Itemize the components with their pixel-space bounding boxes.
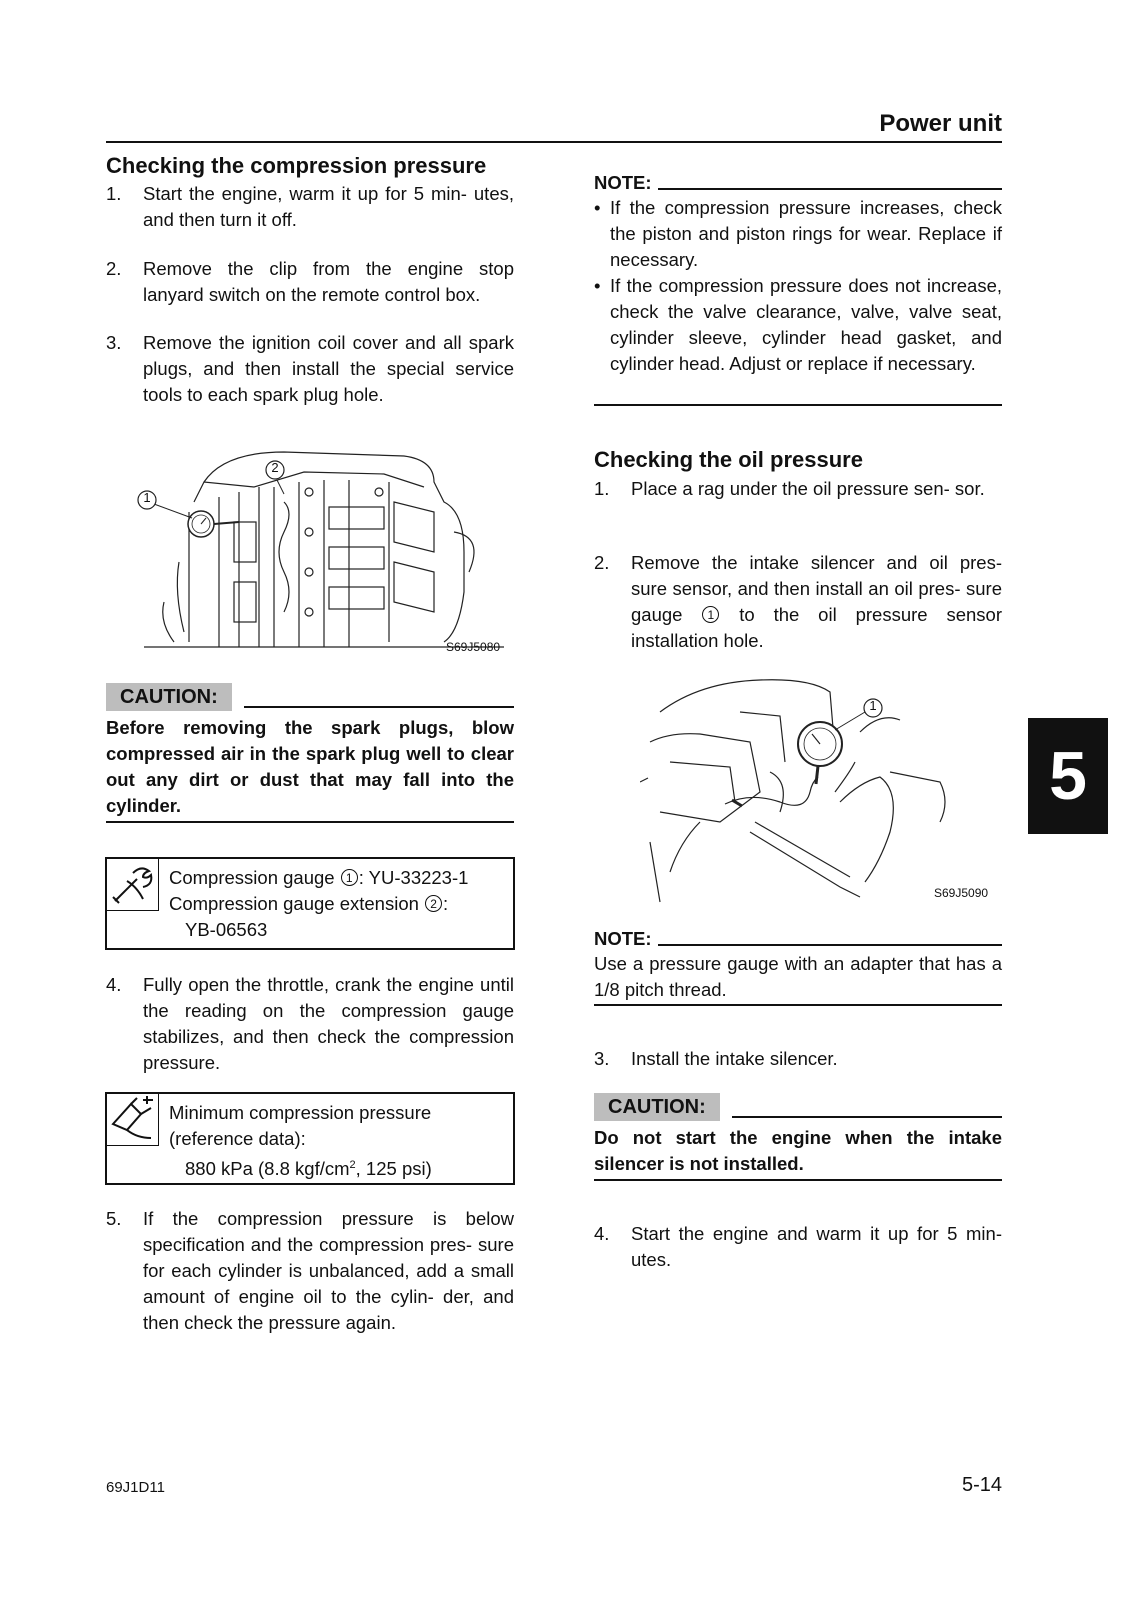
caution-label: CAUTION: [594,1093,720,1121]
superscript: 2 [349,1159,356,1171]
callout-1: 1 [869,698,877,713]
list-item [106,330,514,408]
note-heading [594,172,1002,194]
spec-line-2: (reference data): [169,1128,306,1149]
tool-line-2 [169,891,448,917]
special-tool-box [105,857,515,950]
caution-heading [106,683,514,711]
footer-doc-code: 69J1D11 [106,1479,165,1496]
spec-value-text: , 125 psi) [355,1158,432,1180]
list-item [594,195,1002,273]
engine-illustration [134,442,514,660]
step-text: If the compression pressure is below specification and the compression pres- sure for each cylinder is unbalanced, add a small amount of engine oil to the cylin- der, and then check the pressure again. [143,1208,514,1333]
step-number: 2. [106,258,122,279]
step-text [631,550,1002,654]
callout-1: 1 [143,490,151,505]
compression-gauge [188,511,239,537]
caution-heading [594,1093,1002,1121]
tool-name: Compression gauge extension [169,893,425,914]
figure-code: S69J5090 [934,886,989,900]
step-number: 3. [106,332,122,353]
note-bottom-rule [594,404,1002,406]
callout-2: 2 [271,460,279,475]
list-item [106,972,514,1076]
footer-page-number: 5-14 [961,1474,1002,1496]
bullet-text: If the compression pressure increases, check the piston and piston rings for wear. Replace if necessary. [610,197,1002,270]
caution-text: Do not start the engine when the intake silencer is not installed. [594,1127,1002,1174]
header-rule [106,141,1002,143]
step-text: Remove the clip from the engine stop lanyard switch on the remote control box. [143,258,514,305]
colon: : [443,893,449,914]
tool-name: Compression gauge [169,867,340,888]
note-bottom-rule [594,1004,1002,1006]
note-label: NOTE: [594,172,652,193]
oil-pressure-gauge [732,722,842,806]
spec-box [105,1092,515,1185]
list-item [594,1046,1002,1072]
section-title-compression: Checking the compression pressure [106,153,487,178]
step-number: 3. [594,1048,610,1069]
tool-line-1 [169,865,468,891]
spec-value-text: 880 kPa (8.8 kgf/cm [185,1158,350,1180]
step-number: 4. [106,974,122,995]
list-item [594,1221,1002,1273]
note-text: Use a pressure gauge with an adapter that has a 1/8 pitch thread. [594,953,1002,1000]
step-number: 1. [106,183,122,204]
list-item [106,1206,514,1336]
caution-label: CAUTION: [106,683,232,711]
step-text: Start the engine and warm it up for 5 min- utes. [631,1223,1002,1270]
spec-line-1: Minimum compression pressure [169,1102,432,1123]
note-rule [658,944,1002,946]
step-number: 4. [594,1223,610,1244]
list-item [106,181,514,233]
step-text: Install the intake silencer. [631,1048,838,1069]
note-rule [658,188,1002,190]
engine-drawing [134,442,514,660]
chapter-tab: 5 [1028,718,1108,834]
step-number: 2. [594,552,610,573]
figure-code: S69J5080 [446,640,501,654]
callout-1: 1 [702,606,719,623]
oil-gauge-drawing [640,672,1000,904]
list-item [594,273,1002,377]
step-number: 5. [106,1208,122,1229]
note-label: NOTE: [594,928,652,949]
tool-line-3: YB-06563 [185,919,268,940]
step-text-part: to the oil pressure sensor installation hole. [631,604,1002,651]
step-text-part: Remove the intake silencer and oil pres- sure sensor, and then install an oil pres- sure gauge [631,552,1002,625]
step-text: Fully open the throttle, crank the engine until the reading on the compression gauge stabilizes, and then check the compression pressure. [143,974,514,1073]
caution-bottom-rule [594,1179,1002,1181]
oil-pressure-illustration [640,672,1000,904]
note-heading [594,928,1002,950]
bullet-glyph: • [594,275,601,296]
section-title-oil-pressure: Checking the oil pressure [594,447,863,472]
bullet-text: If the compression pressure does not increase, check the valve clearance, valve, valve seat, cylinder sleeve, cylinder head gasket, and cylinder head. Adjust or replace if necessary. [610,275,1002,374]
spec-value [185,1152,432,1182]
special-tool-icon [107,859,157,909]
list-item [106,256,514,308]
header-title: Power unit [879,110,1002,137]
caution-bottom-rule [106,821,514,823]
caution-rule [732,1116,1002,1118]
tool-icon-cell [107,859,159,911]
tool-part-number: : YU-33223-1 [358,867,469,888]
step-text: Remove the ignition coil cover and all spark plugs, and then install the special service tools to each spark plug hole. [143,332,514,405]
step-text: Start the engine, warm it up for 5 min- utes, and then turn it off. [143,183,514,230]
callout-1: 1 [341,869,358,886]
caution-rule [244,706,514,708]
spec-icon-cell [107,1094,159,1146]
list-item [594,550,1002,654]
measurement-spec-icon [107,1094,157,1144]
bullet-glyph: • [594,197,601,218]
step-text: Place a rag under the oil pressure sen- sor. [631,478,985,499]
caution-text: Before removing the spark plugs, blow compressed air in the spark plug well to clear out any dirt or dust that may fall into the cylinder. [106,717,514,816]
note-bullets [594,195,1002,377]
list-item [594,476,1002,502]
step-number: 1. [594,478,610,499]
callout-2: 2 [425,895,442,912]
